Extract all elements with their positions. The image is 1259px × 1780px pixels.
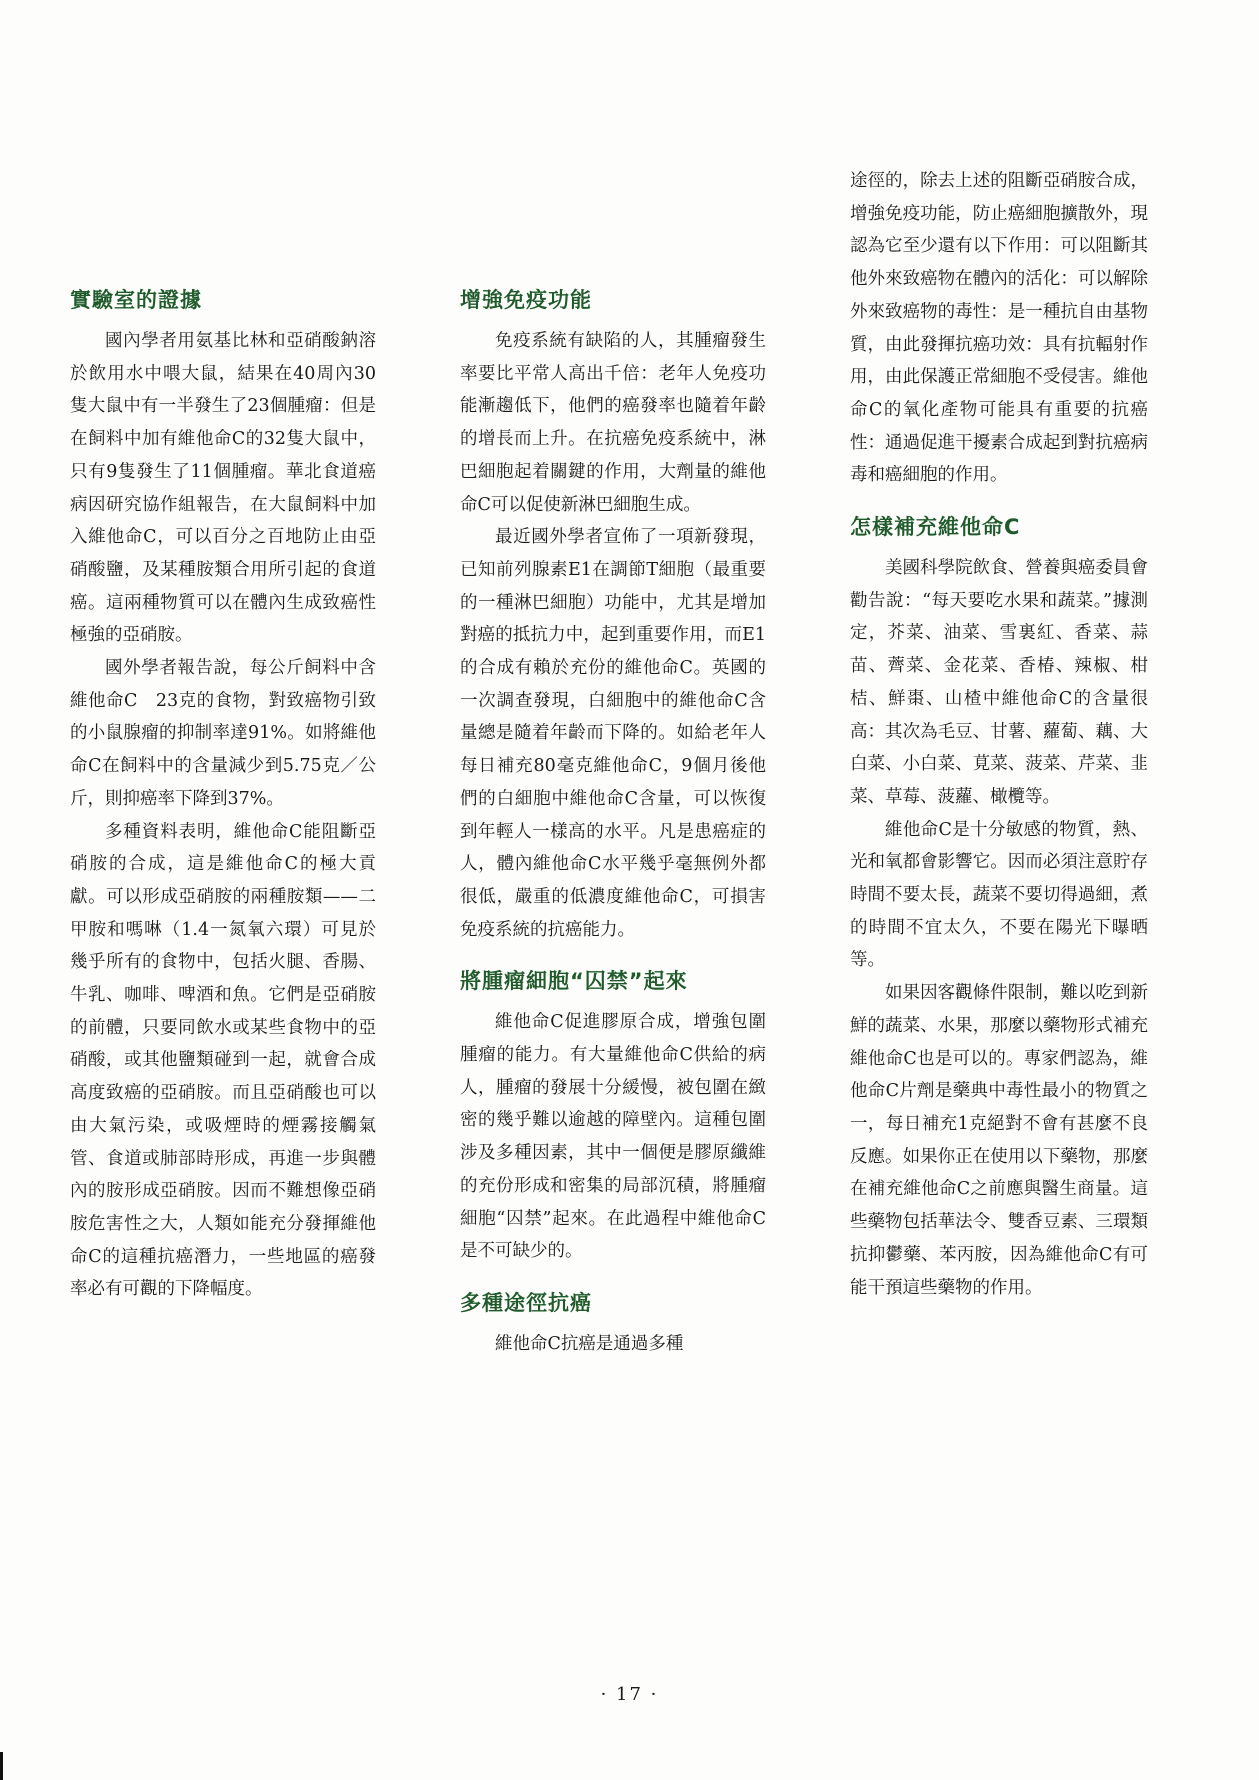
paragraph: 國內學者用氨基比林和亞硝酸鈉溶於飲用水中喂大鼠，結果在40周內30隻大鼠中有一半發生了23個腫瘤：但是在飼料中加有維他命C的32隻大鼠中，只有9隻發生了11個腫瘤。華北食道癌病因研究協作組報告，在大鼠飼料中加入維他命C，可以百分之百地防止由亞硝酸鹽，及某種胺類合用所引起的食道癌。這兩種物質可以在體內生成致癌性極強的亞硝胺。 [70,331,376,646]
column-1 [70,285,376,1306]
paragraph: 維他命C抗癌是通過多種 [495,1333,684,1354]
paragraph: 如果因客觀條件限制，難以吃到新鮮的蔬菜、水果，那麼以藥物形式補充維他命C也是可以的。專家們認為，維他命C片劑是藥典中毒性最小的物質之一，每日補充1克絕對不會有甚麼不良反應。如果你正在使用以下藥物，那麼在補充維他命C之前應與醫生商量。這些藥物包括華法令、雙香豆素、三環類抗抑鬱藥、苯丙胺，因為維他命C有可能干預這些藥物的作用。 [850,983,1148,1298]
column-3 [850,165,1148,1304]
paragraph: 免疫系統有缺陷的人，其腫瘤發生率要比平常人高出千倍：老年人免疫功能漸趨低下，他們的癌發率也隨着年齡的增長而上升。在抗癌免疫系統中，淋巴細胞起着關鍵的作用，大劑量的維他命C可以促使新淋巴細胞生成。 [460,331,766,515]
section-heading-lab-evidence: 實驗室的證據 [70,288,202,312]
paragraph: 最近國外學者宣佈了一項新發現，已知前列腺素E1在調節T細胞（最重要的一種淋巴細胞）功能中，尤其是增加對癌的抵抗力中，起到重要作用，而E1的合成有賴於充份的維他命C。英國的一次調查發現，白細胞中的維他命C含量總是隨着年齡而下降的。如給老年人每日補充80毫克維他命C，9個月後他們的白細胞中維他命C含量，可以恢復到年輕人一樣高的水平。凡是患癌症的人，體內維他命C水平幾乎毫無例外都很低，嚴重的低濃度維他命C，可損害免疫系統的抗癌能力。 [460,527,766,940]
paragraph: 維他命C促進膠原合成，增強包圍腫瘤的能力。有大量維他命C供給的病人，腫瘤的發展十分緩慢，被包圍在緻密的幾乎難以逾越的障壁內。這種包圍涉及多種因素，其中一個便是膠原纖維的充份形成和密集的局部沉積，將腫瘤細胞“囚禁”起來。在此過程中維他命C是不可缺少的。 [460,1012,766,1262]
section-heading-imprison-tumor: 將腫瘤細胞“囚禁”起來 [460,969,688,994]
section-heading-multiple-pathways: 多種途徑抗癌 [460,1290,592,1315]
paragraph: 多種資料表明，維他命C能阻斷亞硝胺的合成，這是維他命C的極大貢獻。可以形成亞硝胺的兩種胺類——二甲胺和嗎啉（1.4一氮氧六環）可見於幾乎所有的食物中，包括火腿、香腸、牛乳、咖啡、啤酒和魚。它們是亞硝胺的前體，只要同飲水或某些食物中的亞硝酸，或其他鹽類碰到一起，就會合成高度致癌的亞硝胺。而且亞硝酸也可以由大氣污染，或吸煙時的煙霧接觸氣管、食道或肺部時形成，再進一步與體內的胺形成亞硝胺。因而不難想像亞硝胺危害性之大，人類如能充分發揮維他命C的這種抗癌潛力，一些地區的癌發率必有可觀的下降幅度。 [70,821,376,1300]
section-heading-immunity: 增強免疫功能 [460,288,592,312]
paragraph: 國外學者報告說，每公斤飼料中含維他命C 23克的食物，對致癌物引致的小鼠腺瘤的抑制率達91%。如將維他命C在飼料中的含量減少到5.75克／公斤，則抑癌率下降到37%。 [70,658,376,809]
paragraph: 維他命C是十分敏感的物質，熱、光和氧都會影響它。因而必須注意貯存時間不要太長，蔬菜不要切得過細，煮的時間不宜太久，不要在陽光下曝晒等。 [850,819,1148,971]
paragraph-continuation: 途徑的，除去上述的阻斷亞硝胺合成，增強免疫功能，防止癌細胞擴散外，現認為它至少還有以下作用：可以阻斷其他外來致癌物在體內的活化：可以解除外來致癌物的毒性：是一種抗自由基物質，由此發揮抗癌功效：具有抗輻射作用，由此保護正常細胞不受侵害。維他命C的氧化產物可能具有重要的抗癌性：通過促進干擾素合成起到對抗癌病毒和癌細胞的作用。 [850,171,1148,486]
column-2 [460,285,766,1361]
paragraph: 美國科學院飲食、營養與癌委員會勸告說：“每天要吃水果和蔬菜。”據測定，芥菜、油菜、雪裏紅、香菜、蒜苗、薺菜、金花菜、香椿、辣椒、柑桔、鮮棗、山楂中維他命C的含量很高：其次為毛豆、甘薯、蘿蔔、藕、大白菜、小白菜、莧菜、菠菜、芹菜、韭菜、草莓、菠蘿、橄欖等。 [850,558,1148,807]
scan-mark [0,1752,3,1780]
section-heading-supplement: 怎樣補充維他命C [850,515,1021,540]
page-number: · 17 · [600,1684,659,1705]
